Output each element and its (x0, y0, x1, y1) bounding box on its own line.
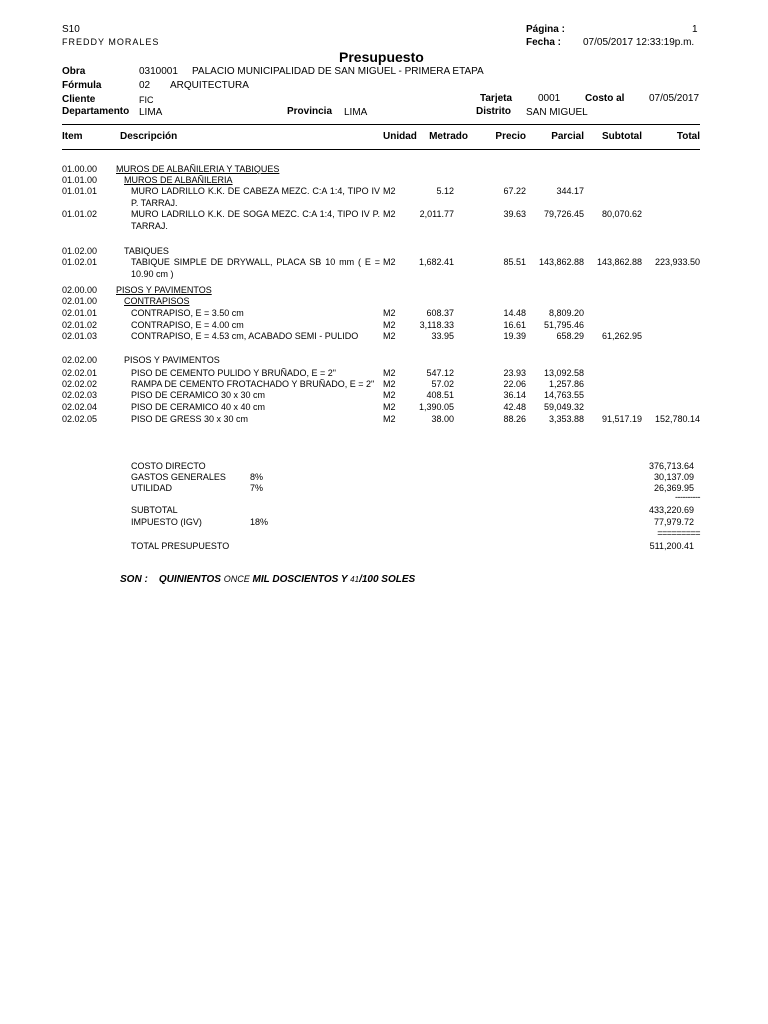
subtotal-label: SUBTOTAL (131, 505, 178, 515)
cliente-value: FIC (139, 95, 154, 105)
row-parcial: 13,092.58 (543, 368, 584, 378)
row-item-code: 02.02.02 (62, 379, 98, 389)
row-item-code: 02.01.01 (62, 308, 98, 318)
row-item-code: 01.02.00 (62, 246, 98, 256)
formula-name: ARQUITECTURA (170, 80, 249, 91)
formula-code: 02 (139, 80, 151, 91)
row-parcial: 143,862.88 (538, 257, 584, 267)
cliente-label: Cliente (62, 94, 96, 105)
gastos-generales-label: GASTOS GENERALES (131, 472, 226, 482)
row-subtotal: 143,862.88 (596, 257, 642, 267)
departamento-label: Departamento (62, 106, 130, 117)
row-unidad: M2 (383, 257, 396, 267)
row-precio: 14.48 (503, 308, 526, 318)
row-precio: 39.63 (503, 209, 526, 219)
utilidad-pct: 7% (250, 483, 264, 493)
row-parcial: 51,795.46 (543, 320, 584, 330)
row-parcial: 658.29 (556, 331, 584, 341)
son-line (120, 574, 415, 585)
summary-separator-equals: ========= (657, 528, 700, 538)
row-unidad: M2 (383, 209, 396, 219)
user-name: FREDDY MORALES (62, 37, 160, 47)
col-unidad: Unidad (383, 131, 417, 142)
row-total: 223,933.50 (654, 257, 700, 267)
son-text-e: /100 SOLES (359, 574, 416, 585)
distrito-value: SAN MIGUEL (526, 107, 588, 118)
impuesto-label: IMPUESTO (IGV) (131, 517, 202, 527)
distrito-label: Distrito (476, 106, 511, 117)
row-metrado: 5.12 (436, 186, 454, 196)
son-label: SON : (120, 574, 148, 585)
row-precio: 16.61 (503, 320, 526, 330)
row-metrado: 408.51 (426, 390, 454, 400)
costo-directo-value: 376,713.64 (648, 461, 694, 471)
utilidad-label: UTILIDAD (131, 483, 173, 493)
row-description: CONTRAPISO, E = 4.53 cm, ACABADO SEMI - PULIDO (131, 331, 359, 341)
row-description: PISO DE CERAMICO 40 x 40 cm (131, 402, 266, 412)
row-subtotal: 91,517.19 (601, 414, 642, 424)
row-unidad: M2 (383, 414, 396, 424)
col-parcial: Parcial (551, 131, 584, 142)
row-item-code: 02.02.04 (62, 402, 98, 412)
row-description: PISOS Y PAVIMENTOS (116, 285, 212, 295)
row-parcial: 8,809.20 (548, 308, 584, 318)
row-unidad: M2 (383, 331, 396, 341)
col-subtotal: Subtotal (602, 131, 642, 142)
row-item-code: 01.01.00 (62, 175, 98, 185)
row-subtotal: 80,070.62 (601, 209, 642, 219)
row-item-code: 01.01.02 (62, 209, 98, 219)
row-description: MURO LADRILLO K.K. DE SOGA MEZC. C:A 1:4, TIPO IV P. TARRAJ. (131, 209, 380, 231)
provincia-value: LIMA (344, 107, 368, 118)
col-item: Item (62, 131, 83, 142)
row-unidad: M2 (383, 379, 396, 389)
subtotal-value: 433,220.69 (648, 505, 694, 515)
row-description: MUROS DE ALBAÑILERIA (124, 175, 233, 185)
row-description: RAMPA DE CEMENTO FROTACHADO Y BRUÑADO, E = 2" (131, 379, 375, 389)
row-description: PISO DE CERAMICO 30 x 30 cm (131, 390, 266, 400)
obra-label: Obra (62, 66, 86, 77)
row-parcial: 1,257.86 (548, 379, 584, 389)
pagina-value: 1 (692, 24, 698, 35)
row-item-code: 02.01.03 (62, 331, 98, 341)
row-metrado: 33.95 (431, 331, 454, 341)
row-item-code: 02.00.00 (62, 285, 98, 295)
row-description: TABIQUES (124, 246, 169, 256)
row-unidad: M2 (383, 368, 396, 378)
row-subtotal: 61,262.95 (601, 331, 642, 341)
col-precio: Precio (495, 131, 526, 142)
row-description: TABIQUE SIMPLE DE DRYWALL, PLACA SB 10 mm ( E = 10.90 cm ) (131, 257, 380, 279)
row-precio: 88.26 (503, 414, 526, 424)
son-text-d: 41 (350, 575, 360, 584)
row-item-code: 02.02.05 (62, 414, 98, 424)
row-unidad: M2 (383, 320, 396, 330)
row-unidad: M2 (383, 402, 396, 412)
row-item-code: 01.00.00 (62, 164, 98, 174)
costo-al-value: 07/05/2017 (649, 93, 700, 104)
total-presupuesto-label: TOTAL PRESUPUESTO (131, 541, 230, 551)
row-item-code: 01.02.01 (62, 257, 98, 267)
row-description: PISO DE GRESS 30 x 30 cm (131, 414, 249, 424)
row-unidad: M2 (383, 186, 396, 196)
col-metrado: Metrado (429, 131, 468, 142)
obra-code: 0310001 (139, 66, 178, 77)
row-metrado: 1,390.05 (418, 402, 454, 412)
fecha-value: 07/05/2017 12:33:19p.m. (583, 37, 695, 48)
total-presupuesto-value: 511,200.41 (649, 541, 694, 551)
header-divider-bottom (62, 149, 700, 150)
col-total: Total (676, 131, 700, 142)
row-metrado: 57.02 (431, 379, 454, 389)
gastos-generales-value: 30,137.09 (653, 472, 694, 482)
pagina-label: Página : (526, 24, 565, 35)
row-unidad: M2 (383, 308, 396, 318)
row-precio: 85.51 (503, 257, 526, 267)
row-precio: 36.14 (503, 390, 526, 400)
row-parcial: 3,353.88 (548, 414, 584, 424)
row-precio: 42.48 (503, 402, 526, 412)
row-description: MURO LADRILLO K.K. DE CABEZA MEZC. C:A 1:4, TIPO IV P. TARRAJ. (131, 186, 380, 208)
row-total: 152,780.14 (654, 414, 700, 424)
fecha-label: Fecha : (526, 37, 562, 48)
row-item-code: 02.01.00 (62, 296, 98, 306)
col-descripcion: Descripción (120, 131, 178, 142)
tarjeta-value: 0001 (538, 93, 561, 104)
row-item-code: 02.02.01 (62, 368, 98, 378)
row-item-code: 02.02.03 (62, 390, 98, 400)
formula-label: Fórmula (62, 80, 102, 91)
row-description: PISOS Y PAVIMENTOS (124, 355, 220, 365)
row-unidad: M2 (383, 390, 396, 400)
page-title: Presupuesto (339, 49, 424, 65)
row-metrado: 1,682.41 (418, 257, 454, 267)
row-precio: 23.93 (503, 368, 526, 378)
row-precio: 22.06 (503, 379, 526, 389)
gastos-generales-pct: 8% (250, 472, 264, 482)
row-item-code: 02.02.00 (62, 355, 98, 365)
impuesto-pct: 18% (250, 517, 269, 527)
row-parcial: 14,763.55 (543, 390, 584, 400)
costo-al-label: Costo al (585, 93, 625, 104)
utilidad-value: 26,369.95 (653, 483, 694, 493)
son-text-b: ONCE (223, 574, 250, 584)
row-metrado: 608.37 (426, 308, 454, 318)
row-description: PISO DE CEMENTO PULIDO Y BRUÑADO, E = 2" (131, 368, 337, 378)
impuesto-value: 77,979.72 (653, 517, 694, 527)
obra-name: PALACIO MUNICIPALIDAD DE SAN MIGUEL - PRIMERA ETAPA (192, 66, 484, 77)
departamento-value: LIMA (139, 107, 163, 118)
header-divider-top (62, 124, 700, 125)
row-precio: 19.39 (503, 331, 526, 341)
provincia-label: Provincia (287, 106, 333, 117)
row-parcial: 59,049.32 (543, 402, 584, 412)
row-item-code: 02.01.02 (62, 320, 98, 330)
row-metrado: 2,011.77 (419, 209, 454, 219)
row-description: CONTRAPISOS (124, 296, 190, 306)
row-parcial: 79,726.45 (543, 209, 584, 219)
row-description: CONTRAPISO, E = 4.00 cm (131, 320, 244, 330)
tarjeta-label: Tarjeta (480, 93, 513, 104)
row-metrado: 38.00 (431, 414, 454, 424)
report-code: S10 (62, 24, 80, 35)
summary-separator-dashes: ---------- (675, 492, 700, 502)
son-text-c: MIL DOSCIENTOS Y (252, 574, 348, 585)
row-precio: 67.22 (503, 186, 526, 196)
costo-directo-label: COSTO DIRECTO (131, 461, 206, 471)
row-description: MUROS DE ALBAÑILERIA Y TABIQUES (116, 164, 280, 174)
row-item-code: 01.01.01 (62, 186, 98, 196)
son-text-a: QUINIENTOS (158, 574, 221, 585)
row-parcial: 344.17 (556, 186, 584, 196)
row-metrado: 547.12 (426, 368, 454, 378)
row-description: CONTRAPISO, E = 3.50 cm (131, 308, 244, 318)
row-metrado: 3,118.33 (419, 320, 454, 330)
